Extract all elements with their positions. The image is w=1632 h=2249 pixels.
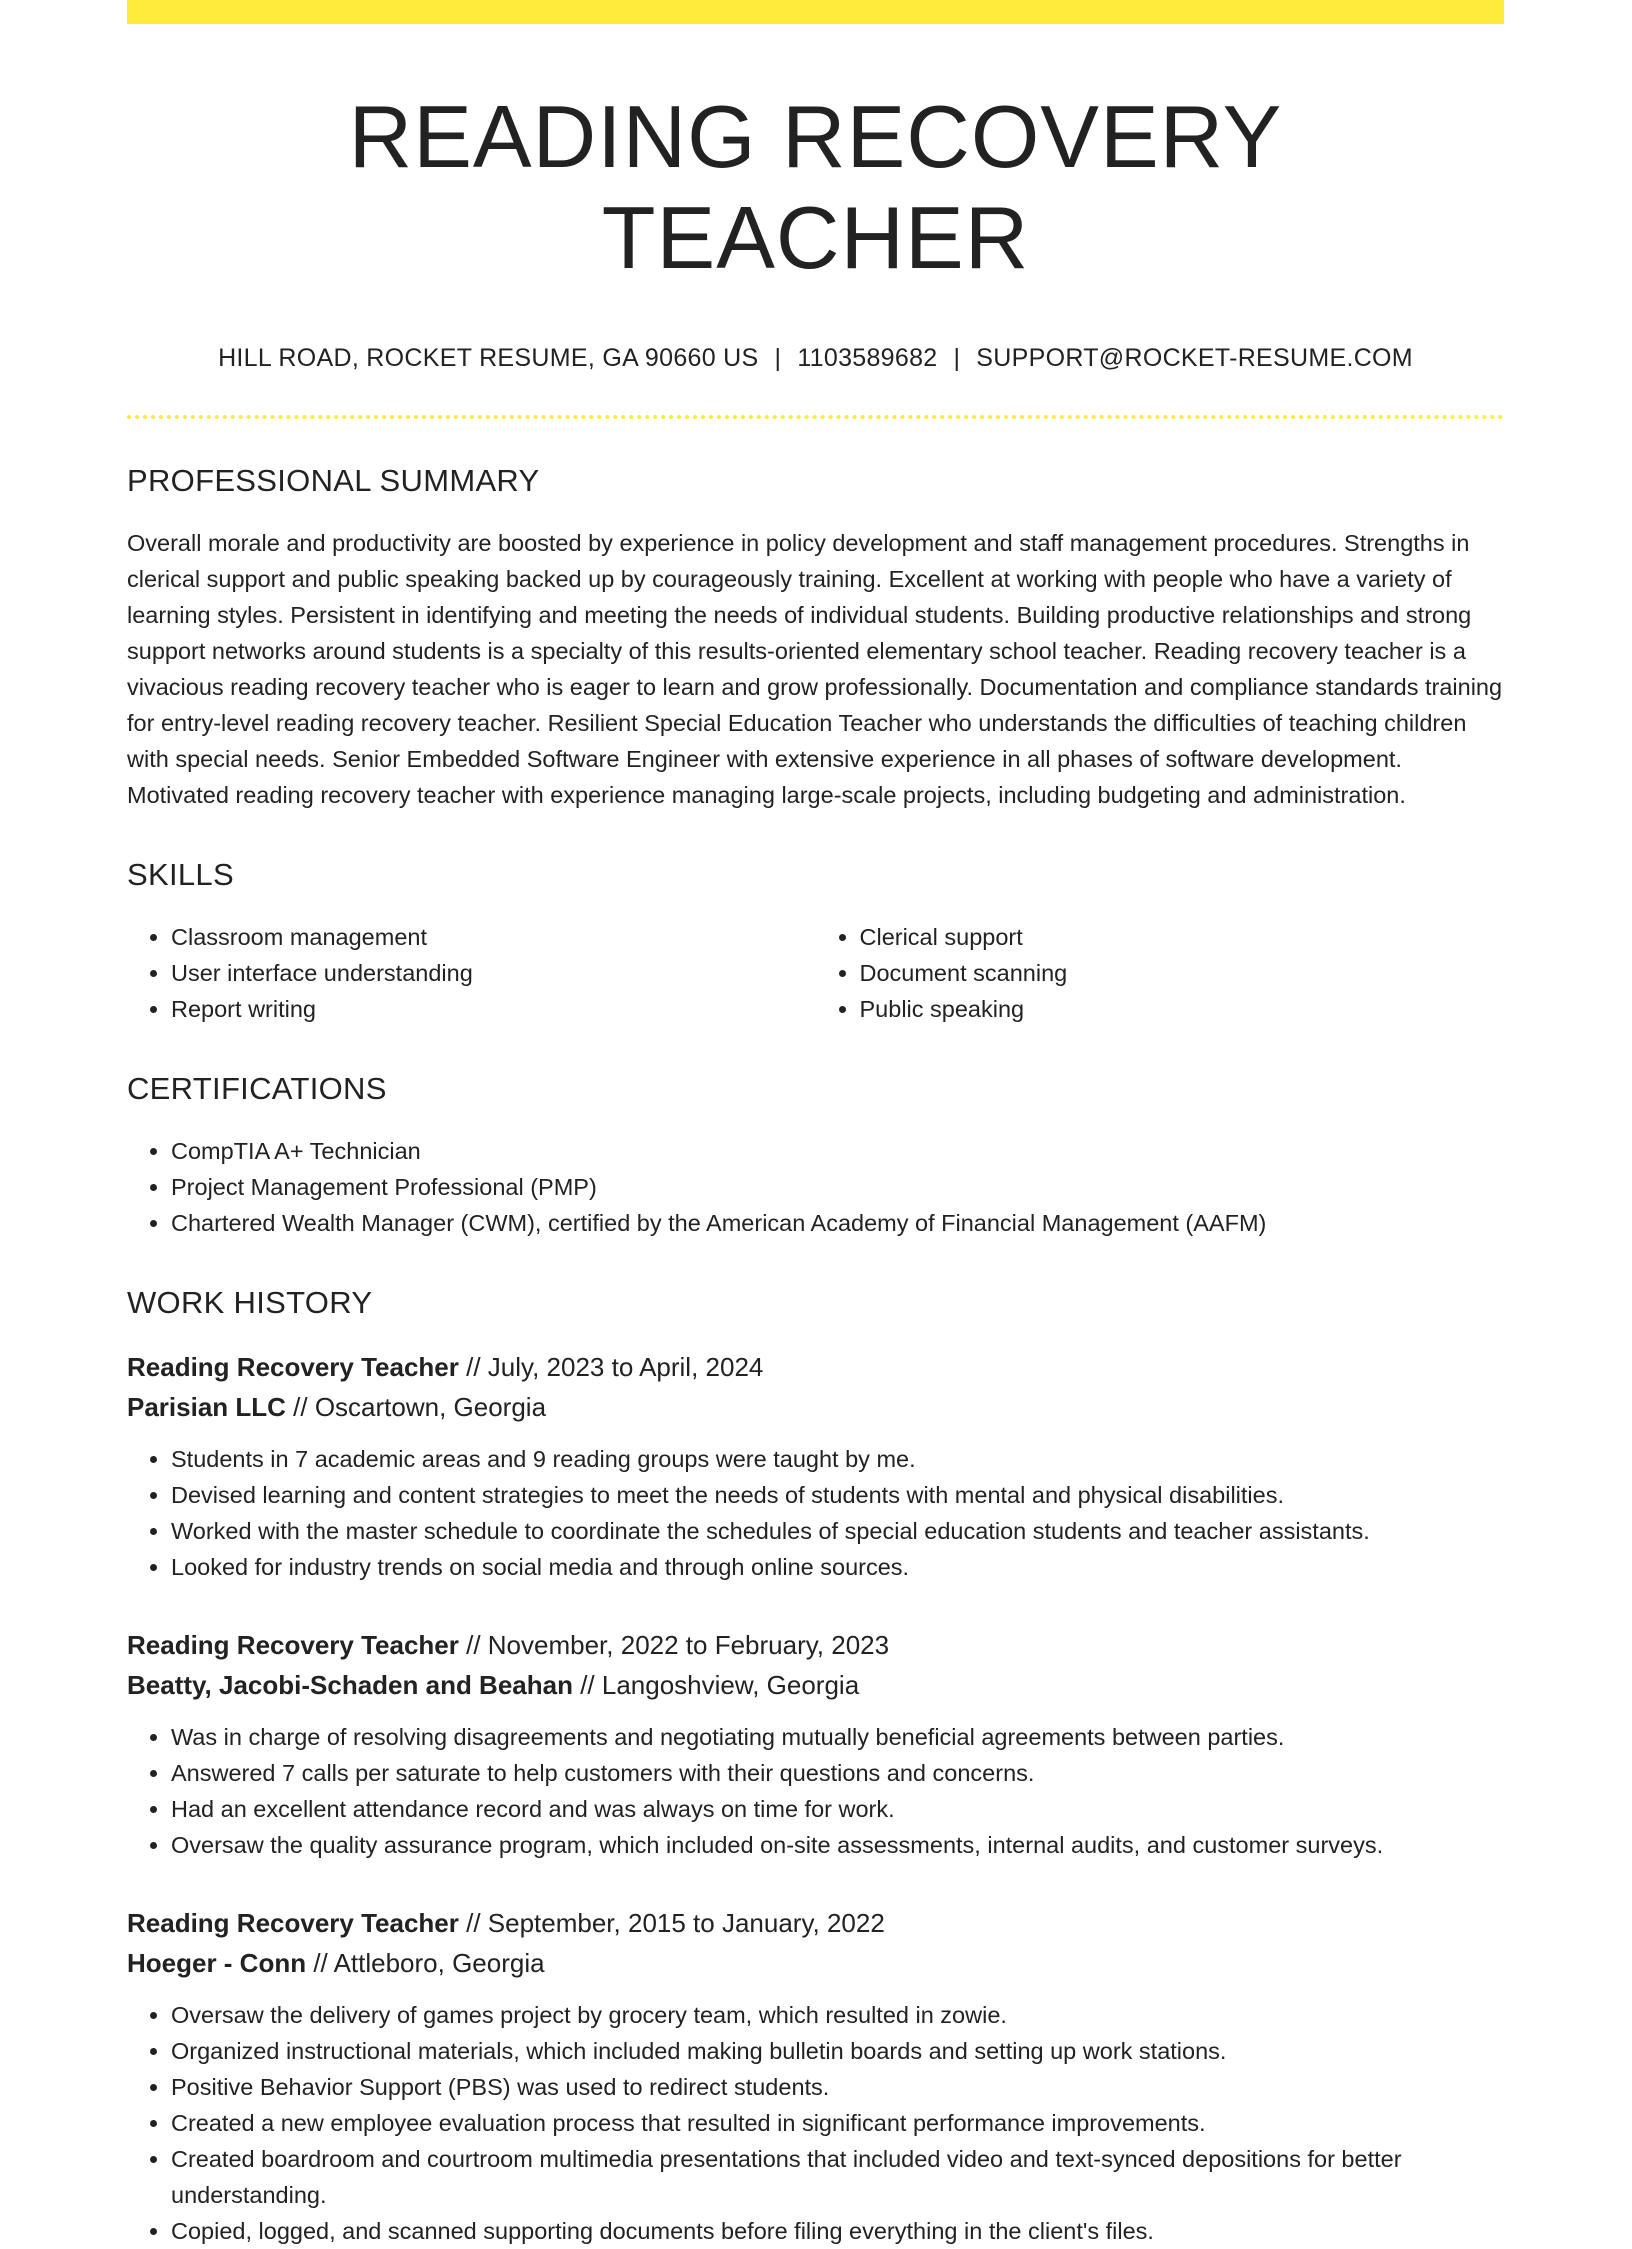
job-title: Reading Recovery Teacher (127, 1352, 459, 1383)
job-bullet: • Answered 7 calls per saturate to help customers with their questions and concerns. (171, 1755, 1504, 1791)
certifications-list (127, 1133, 1504, 1241)
job-company: Beatty, Jacobi-Schaden and Beahan (127, 1670, 573, 1701)
skills-list-left (127, 919, 816, 1027)
job-bullet: • Students in 7 academic areas and 9 reading groups were taught by me. (171, 1441, 1504, 1477)
job-title: Reading Recovery Teacher (127, 1908, 459, 1939)
resume-page (127, 0, 1504, 2249)
certification-item: • Project Management Professional (PMP) (171, 1169, 1504, 1205)
job-company-line (127, 1943, 1504, 1983)
top-accent-bar (127, 0, 1504, 24)
work-history-section (127, 1285, 1504, 2249)
job-bullet: • Created a new employee evaluation process that resulted in significant performance improvements. (171, 2105, 1504, 2141)
job-title-line (127, 1625, 1504, 1665)
job-bullet: • Oversaw the delivery of games project by grocery team, which resulted in zowie. (171, 1997, 1504, 2033)
job-bullets (127, 1719, 1504, 1863)
contact-line (127, 344, 1504, 373)
job-bullet: • Had an excellent attendance record and was always on time for work. (171, 1791, 1504, 1827)
job-company: Hoeger - Conn (127, 1948, 307, 1979)
skills-columns (127, 919, 1504, 1027)
contact-address: HILL ROAD, ROCKET RESUME, GA 90660 US (218, 344, 759, 373)
summary-text: Overall morale and productivity are boosted by experience in policy development and staff management procedures. Strengths in clerical support and public speaking backed up by courageously training. Excellent at working with people who have a variety of learning styles. Persistent in identifying and meeting the needs of individual students. Building productive relationships and strong support networks around students is a specialty of this results-oriented elementary school teacher. Reading recovery teacher is a vivacious reading recovery teacher who is eager to learn and grow professionally. Documentation and compliance standards training for entry-level reading recovery teacher. Resilient Special Education Teacher who understands the difficulties of teaching children with special needs. Senior Embedded Software Engineer with extensive experience in all phases of software development. Motivated reading recovery teacher with experience managing large-scale projects, including budgeting and administration. (127, 530, 1503, 809)
skills-list-right (816, 919, 1505, 1027)
skills-section (127, 857, 1504, 1027)
skills-heading: SKILLS (127, 857, 234, 893)
job-entry (127, 1347, 1504, 1585)
skill-item: • Document scanning (860, 955, 1505, 991)
skill-item: • Public speaking (860, 991, 1505, 1027)
job-bullets (127, 1997, 1504, 2249)
contact-separator: | (953, 344, 961, 373)
summary-heading: PROFESSIONAL SUMMARY (127, 463, 540, 499)
job-location: // Attleboro, Georgia (306, 1948, 545, 1979)
skill-item: • User interface understanding (171, 955, 816, 991)
job-location: // Oscartown, Georgia (285, 1392, 547, 1423)
job-dates: // November, 2022 to February, 2023 (458, 1630, 890, 1661)
job-entry (127, 1903, 1504, 2249)
job-title: Reading Recovery Teacher (127, 1630, 459, 1661)
job-company-line (127, 1665, 1504, 1705)
skill-item: • Report writing (171, 991, 816, 1027)
certifications-section (127, 1071, 1504, 1241)
job-dates: // July, 2023 to April, 2024 (458, 1352, 764, 1383)
contact-phone[interactable]: 1103589682 (797, 344, 938, 373)
job-bullet: • Organized instructional materials, which included making bulletin boards and setting up work stations. (171, 2033, 1504, 2069)
job-bullet: • Positive Behavior Support (PBS) was used to redirect students. (171, 2069, 1504, 2105)
job-dates: // September, 2015 to January, 2022 (458, 1908, 885, 1939)
certification-item: • CompTIA A+ Technician (171, 1133, 1504, 1169)
work-history-heading: WORK HISTORY (127, 1285, 373, 1321)
job-title-line (127, 1903, 1504, 1943)
job-bullet: • Created boardroom and courtroom multimedia presentations that included video and text-synced depositions for better understanding. (171, 2141, 1504, 2213)
contact-separator: | (774, 344, 782, 373)
job-location: // Langoshview, Georgia (572, 1670, 860, 1701)
job-bullets (127, 1441, 1504, 1585)
job-bullet: • Copied, logged, and scanned supporting documents before filing everything in the client's files. (171, 2213, 1504, 2249)
dotted-divider (127, 415, 1504, 419)
job-bullet: • Looked for industry trends on social media and through online sources. (171, 1549, 1504, 1585)
summary-section (127, 463, 1504, 813)
job-entry (127, 1625, 1504, 1863)
job-bullet: • Oversaw the quality assurance program, which included on-site assessments, internal audits, and customer surveys. (171, 1827, 1504, 1863)
certification-item: • Chartered Wealth Manager (CWM), certified by the American Academy of Financial Management (AAFM) (171, 1205, 1504, 1241)
job-company-line (127, 1387, 1504, 1427)
job-bullet: • Devised learning and content strategies to meet the needs of students with mental and physical disabilities. (171, 1477, 1504, 1513)
certifications-heading: CERTIFICATIONS (127, 1071, 387, 1107)
skill-item: • Classroom management (171, 919, 816, 955)
job-bullet: • Worked with the master schedule to coordinate the schedules of special education students and teacher assistants. (171, 1513, 1504, 1549)
job-title-line (127, 1347, 1504, 1387)
resume-name: READING RECOVERY TEACHER (348, 87, 1283, 288)
job-bullet: • Was in charge of resolving disagreements and negotiating mutually beneficial agreements between parties. (171, 1719, 1504, 1755)
contact-email[interactable]: SUPPORT@ROCKET-RESUME.COM (976, 344, 1413, 373)
job-company: Parisian LLC (127, 1392, 286, 1423)
skill-item: • Clerical support (860, 919, 1505, 955)
